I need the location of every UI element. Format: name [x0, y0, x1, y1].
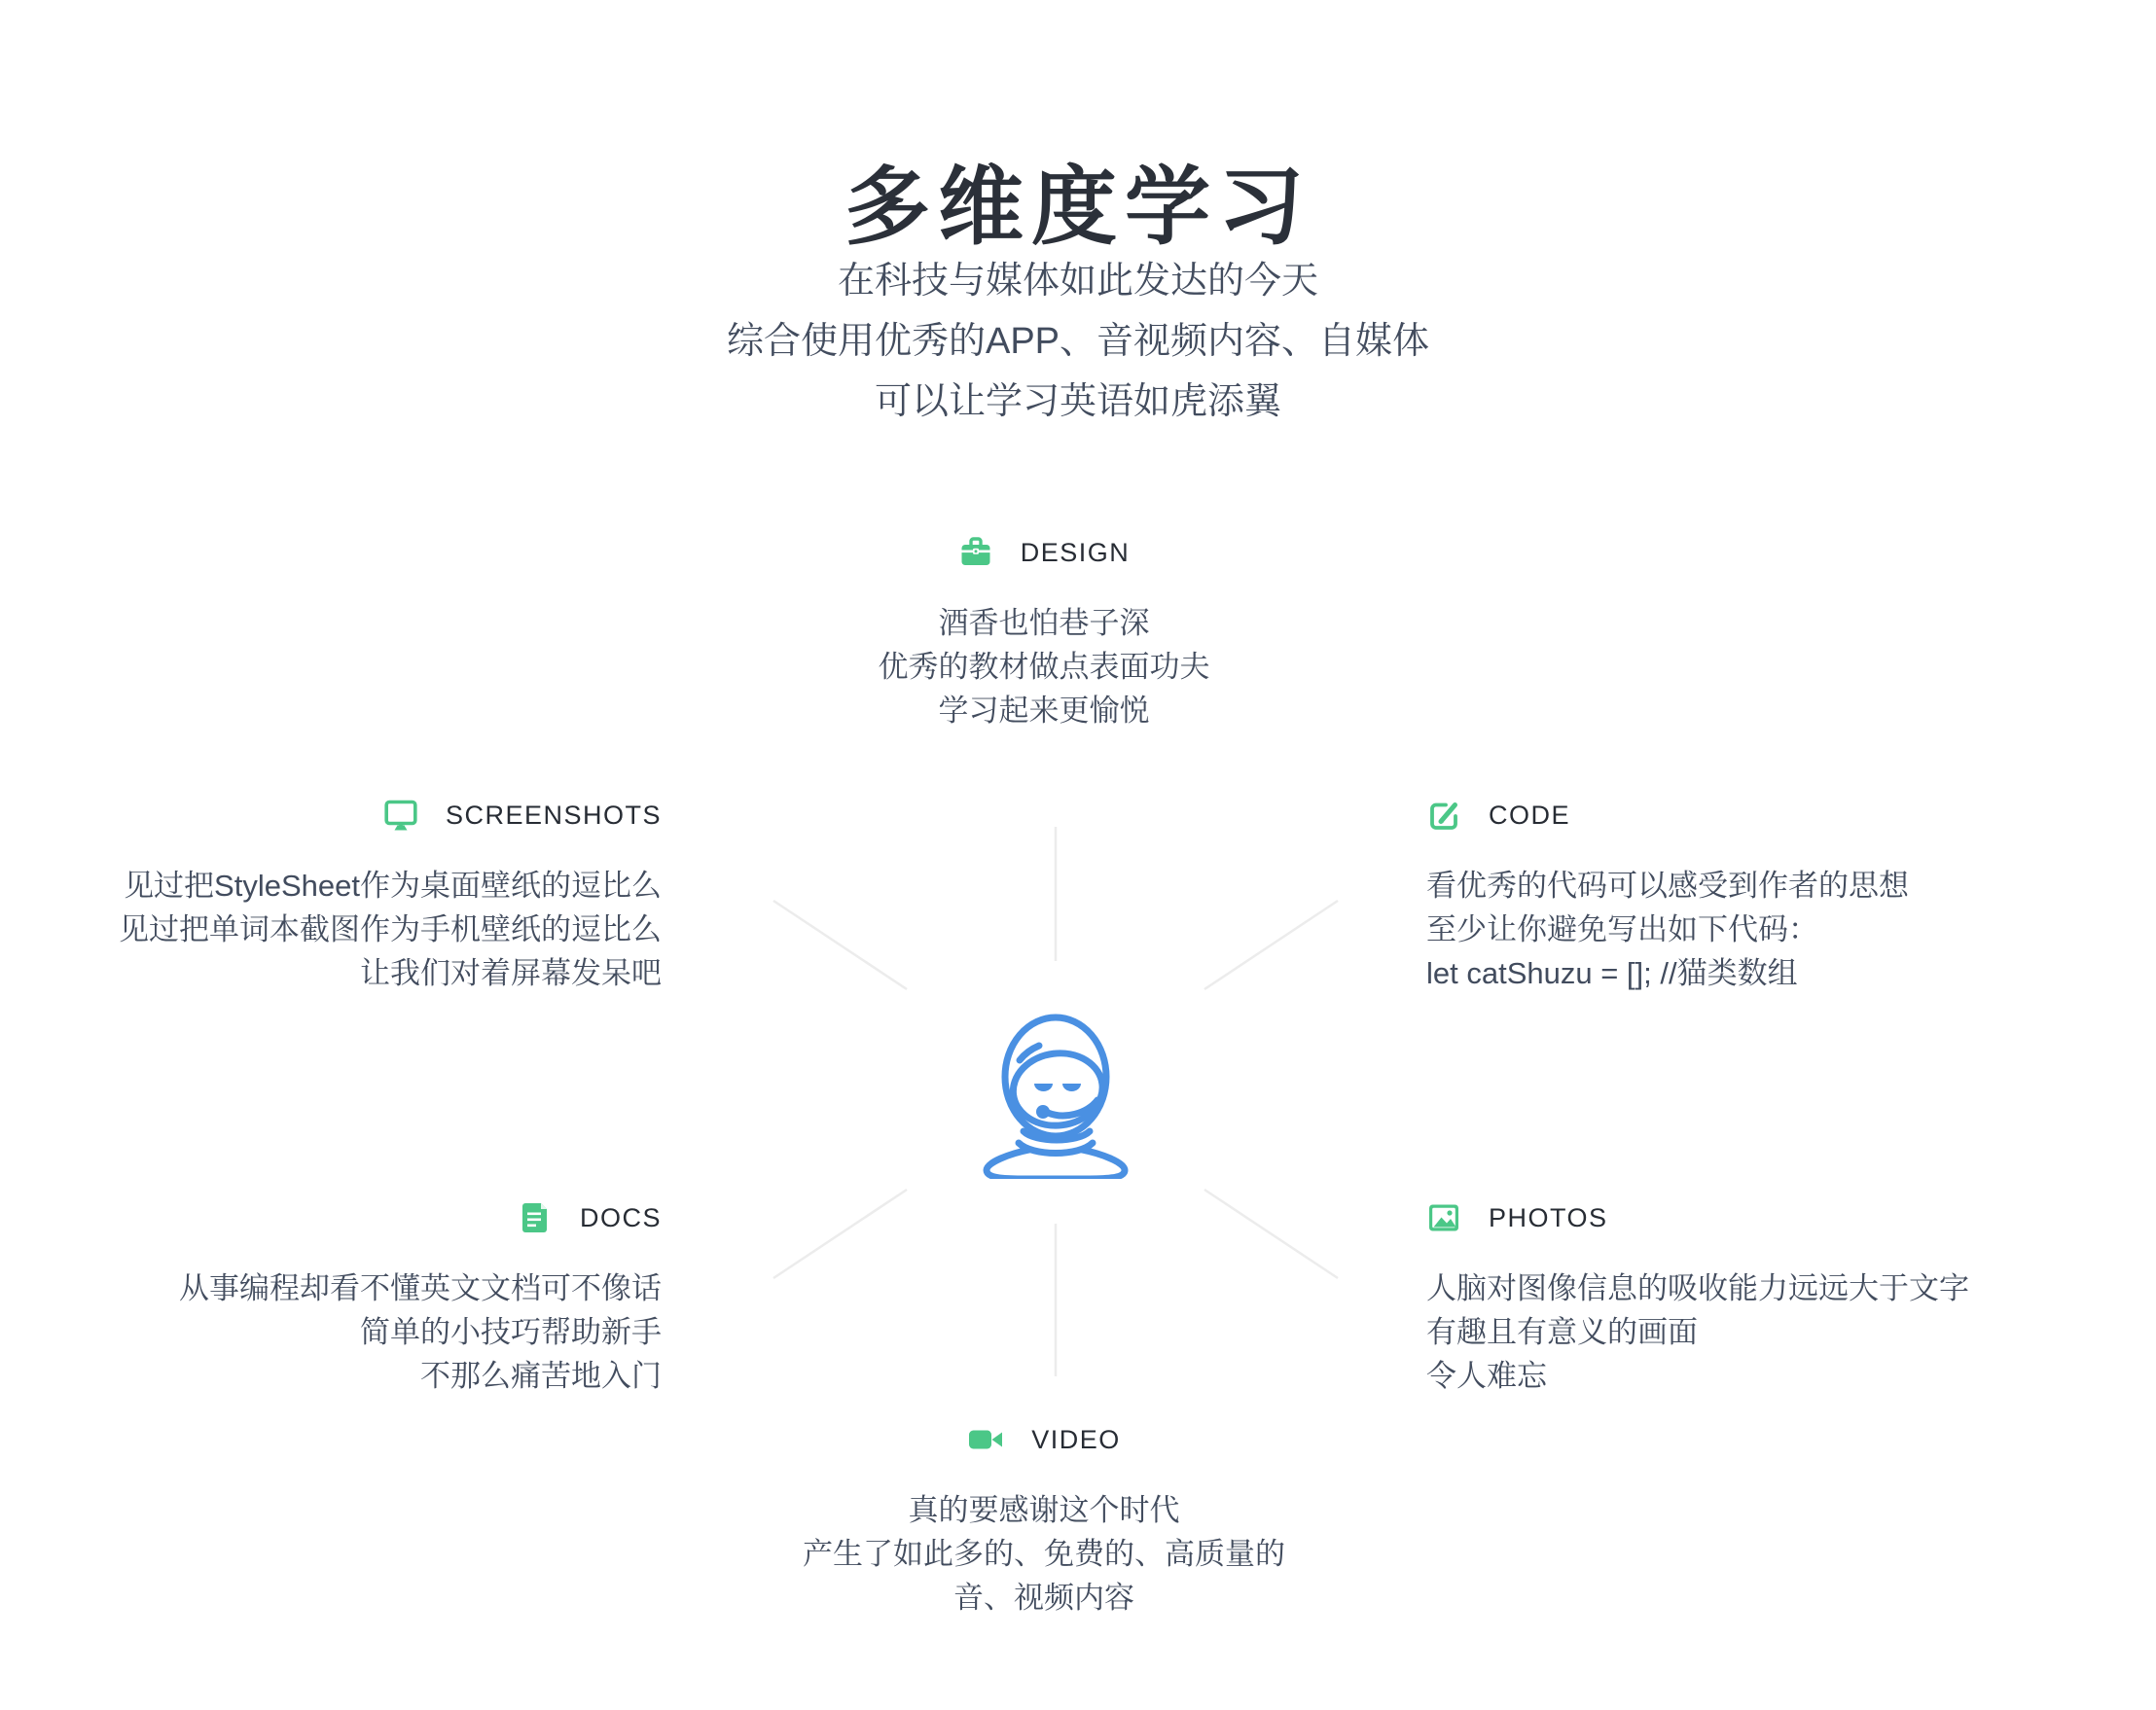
feature-line: 从事编程却看不懂英文文档可不像话: [179, 1271, 662, 1305]
feature-code-snippet: let catShuzu = []; //猫类数组: [1426, 956, 1798, 990]
feature-line: 令人难忘: [1426, 1359, 1547, 1393]
feature-screenshots: [58, 796, 662, 995]
feature-photos-label: PHOTOS: [1489, 1202, 1608, 1232]
feature-line: 见过把单词本截图作为手机壁纸的逗比么: [119, 912, 662, 946]
feature-screenshots-text: [58, 864, 662, 995]
feature-design-header: [752, 533, 1336, 572]
feature-line: 至少让你避免写出如下代码：: [1426, 912, 1818, 946]
feature-line: 产生了如此多的、免费的、高质量的: [803, 1537, 1285, 1571]
feature-line: 让我们对着屏幕发呆吧: [360, 956, 662, 990]
feature-line: 音、视频内容: [953, 1581, 1134, 1615]
feature-line: 不那么痛苦地入门: [420, 1359, 662, 1393]
monitor-icon: [383, 798, 418, 833]
feature-line: 人脑对图像信息的吸收能力远远大于文字: [1426, 1271, 1969, 1305]
feature-video-text: [752, 1488, 1336, 1620]
feature-screenshots-label: SCREENSHOTS: [445, 800, 662, 830]
feature-line: 看优秀的代码可以感受到作者的思想: [1426, 869, 1909, 903]
feature-line: 简单的小技巧帮助新手: [360, 1315, 662, 1349]
subtitle-line: 综合使用优秀的APP、音视频内容、自媒体: [726, 321, 1430, 362]
feature-docs-text: [58, 1266, 662, 1398]
feature-line: 有趣且有意义的画面: [1426, 1315, 1698, 1349]
feature-line: 学习起来更愉悦: [938, 694, 1150, 728]
feature-docs-header: [58, 1198, 662, 1237]
feature-design-text: [752, 601, 1336, 732]
feature-docs: [58, 1198, 662, 1398]
feature-photos-header: [1426, 1198, 2088, 1237]
feature-code-header: [1426, 796, 2088, 835]
feature-code-text: [1426, 864, 2088, 995]
feature-video-header: [752, 1420, 1336, 1459]
feature-photos-text: [1426, 1266, 2088, 1398]
feature-video: [752, 1420, 1336, 1620]
edit-pencil-icon: [1426, 798, 1461, 833]
page-title: 多维度学习: [844, 155, 1312, 257]
astronaut-icon: [971, 1004, 1140, 1179]
feature-photos: [1426, 1198, 2088, 1398]
feature-code: [1426, 796, 2088, 995]
feature-line: 优秀的教材做点表面功夫: [878, 650, 1210, 684]
document-icon: [518, 1200, 553, 1235]
briefcase-icon: [958, 535, 993, 570]
feature-line: 酒香也怕巷子深: [938, 606, 1150, 640]
page-subtitle: [0, 251, 2156, 432]
video-camera-icon: [967, 1422, 1004, 1457]
feature-video-label: VIDEO: [1031, 1424, 1121, 1454]
feature-line: 见过把StyleSheet作为桌面壁纸的逗比么: [124, 869, 662, 903]
subtitle-line: 可以让学习英语如虎添翼: [874, 381, 1281, 422]
feature-design: [752, 533, 1336, 732]
subtitle-line: 在科技与媒体如此发达的今天: [837, 261, 1318, 302]
feature-line: 真的要感谢这个时代: [908, 1493, 1180, 1527]
feature-screenshots-header: [58, 796, 662, 835]
feature-design-label: DESIGN: [1020, 537, 1131, 567]
feature-code-label: CODE: [1489, 800, 1571, 830]
feature-docs-label: DOCS: [579, 1202, 662, 1232]
photo-icon: [1426, 1200, 1461, 1235]
